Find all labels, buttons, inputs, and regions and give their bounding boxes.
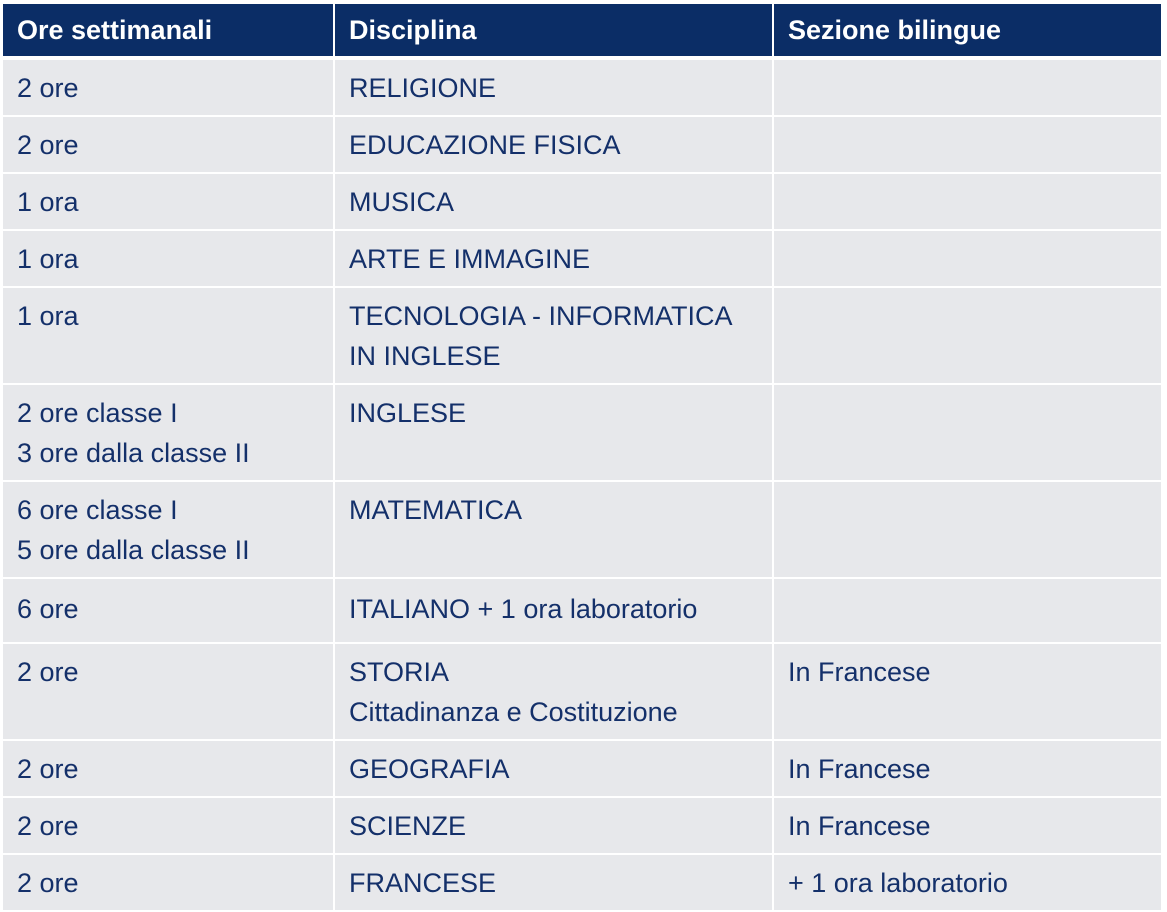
table-row bbox=[3, 797, 1161, 854]
cell-bilingual bbox=[773, 230, 1161, 287]
cell-hours: 2 ore bbox=[3, 740, 334, 797]
schedule-table-container bbox=[3, 4, 1161, 912]
cell-subject: INGLESE bbox=[334, 384, 773, 481]
cell-subject: ITALIANO + 1 ora laboratorio bbox=[334, 578, 773, 643]
weekly-hours-table bbox=[3, 4, 1161, 912]
cell-bilingual: In Francese bbox=[773, 797, 1161, 854]
cell-bilingual: In Francese bbox=[773, 740, 1161, 797]
cell-bilingual bbox=[773, 58, 1161, 116]
cell-hours: 6 ore bbox=[3, 578, 334, 643]
cell-subject: TECNOLOGIA - INFORMATICA IN INGLESE bbox=[334, 287, 773, 384]
cell-hours: 2 ore bbox=[3, 58, 334, 116]
header-sezione-bilingue: Sezione bilingue bbox=[773, 4, 1161, 58]
cell-bilingual bbox=[773, 384, 1161, 481]
cell-hours: 2 ore bbox=[3, 797, 334, 854]
cell-subject: FRANCESE bbox=[334, 854, 773, 911]
cell-subject: RELIGIONE bbox=[334, 58, 773, 116]
table-row bbox=[3, 854, 1161, 911]
table-row bbox=[3, 578, 1161, 643]
cell-bilingual bbox=[773, 173, 1161, 230]
cell-subject: MATEMATICA bbox=[334, 481, 773, 578]
cell-bilingual bbox=[773, 287, 1161, 384]
table-row bbox=[3, 287, 1161, 384]
cell-hours: 6 ore classe I 5 ore dalla classe II bbox=[3, 481, 334, 578]
cell-subject: ARTE E IMMAGINE bbox=[334, 230, 773, 287]
cell-subject: EDUCAZIONE FISICA bbox=[334, 116, 773, 173]
cell-bilingual: In Francese bbox=[773, 643, 1161, 740]
table-row bbox=[3, 230, 1161, 287]
table-row bbox=[3, 116, 1161, 173]
table-row bbox=[3, 740, 1161, 797]
table-row bbox=[3, 481, 1161, 578]
cell-bilingual bbox=[773, 116, 1161, 173]
cell-hours: 1 ora bbox=[3, 173, 334, 230]
cell-subject: GEOGRAFIA bbox=[334, 740, 773, 797]
table-row bbox=[3, 173, 1161, 230]
cell-bilingual bbox=[773, 578, 1161, 643]
cell-subject: MUSICA bbox=[334, 173, 773, 230]
cell-hours: 2 ore bbox=[3, 854, 334, 911]
cell-hours: 2 ore bbox=[3, 643, 334, 740]
cell-hours: 1 ora bbox=[3, 287, 334, 384]
cell-hours: 1 ora bbox=[3, 230, 334, 287]
header-ore-settimanali: Ore settimanali bbox=[3, 4, 334, 58]
table-header-row bbox=[3, 4, 1161, 58]
cell-bilingual bbox=[773, 481, 1161, 578]
table-row bbox=[3, 58, 1161, 116]
cell-subject: SCIENZE bbox=[334, 797, 773, 854]
cell-subject: STORIA Cittadinanza e Costituzione bbox=[334, 643, 773, 740]
cell-hours: 2 ore classe I 3 ore dalla classe II bbox=[3, 384, 334, 481]
table-row bbox=[3, 643, 1161, 740]
cell-bilingual: + 1 ora laboratorio bbox=[773, 854, 1161, 911]
cell-hours: 2 ore bbox=[3, 116, 334, 173]
table-row bbox=[3, 384, 1161, 481]
header-disciplina: Disciplina bbox=[334, 4, 773, 58]
